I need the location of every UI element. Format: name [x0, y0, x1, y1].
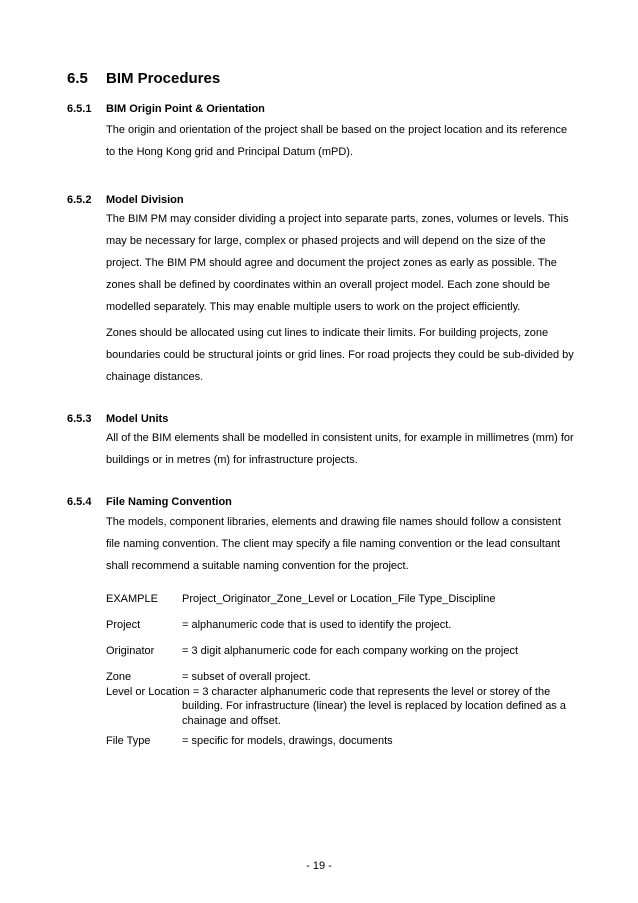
definition-key: File Type	[106, 735, 151, 747]
definition-key: Originator	[106, 645, 155, 657]
paragraph-model-units: All of the BIM elements shall be modelled in consistent units, for example in millimetres (mm) for buildings or in metres (m) for infrastructure projects.	[106, 432, 574, 466]
subsection-number: 6.5.3	[67, 413, 92, 425]
subsection-title: Model Division	[106, 194, 184, 206]
example-label: EXAMPLE	[106, 593, 158, 605]
section-number: 6.5	[67, 70, 88, 87]
example-value: Project_Originator_Zone_Level or Location_File Type_Discipline	[182, 593, 496, 605]
definition-value: = alphanumeric code that is used to identify the project.	[182, 619, 452, 631]
page-number: - 19 -	[306, 860, 332, 872]
paragraph-model-division-2: Zones should be allocated using cut lines to indicate their limits. For building projects, zone boundaries could be structural joints or grid lines. For road projects they could be sub-divided by chainage distances.	[106, 327, 574, 383]
definition-key: Project	[106, 619, 141, 631]
definition-value: = subset of overall project.	[182, 671, 311, 683]
definition-row-level	[106, 685, 576, 700]
paragraph-origin: The origin and orientation of the project shall be based on the project location and its reference to the Hong Kong grid and Principal Datum (mPD).	[106, 124, 568, 158]
definition-block-zone-level	[106, 670, 576, 728]
subsection-number: 6.5.4	[67, 496, 92, 508]
definition-row-zone	[106, 670, 576, 685]
definition-key: Zone	[106, 671, 132, 683]
section-title: BIM Procedures	[106, 70, 221, 87]
definition-value: = specific for models, drawings, documents	[182, 735, 393, 747]
subsection-number: 6.5.1	[67, 103, 92, 115]
subsection-title: File Naming Convention	[106, 496, 232, 508]
subsection-title: Model Units	[106, 413, 169, 425]
paragraph-file-naming: The models, component libraries, elements and drawing file names should follow a consistent file naming convention. The client may specify a file naming convention or the lead consultant shall recommend a suitable naming convention for the project.	[106, 516, 561, 572]
definition-value: = 3 digit alphanumeric code for each company working on the project	[182, 645, 518, 657]
subsection-title: BIM Origin Point & Orientation	[106, 103, 265, 115]
definition-level-continuation: building. For infrastructure (linear) the level is replaced by location defined as a chainage and offset.	[182, 700, 566, 727]
paragraph-model-division-1: The BIM PM may consider dividing a project into separate parts, zones, volumes or levels. This may be necessary for large, complex or phased projects and will depend on the size of the project. The BIM PM should agree and document the project zones as early as possible. The zones shall be defined by coordinates within an overall project model. Each zone should be modelled separately. This may enable multiple users to work on the project efficiently.	[106, 213, 569, 313]
definition-level-text: Level or Location = 3 character alphanumeric code that represents the level or storey of the	[106, 685, 551, 698]
subsection-number: 6.5.2	[67, 194, 92, 206]
